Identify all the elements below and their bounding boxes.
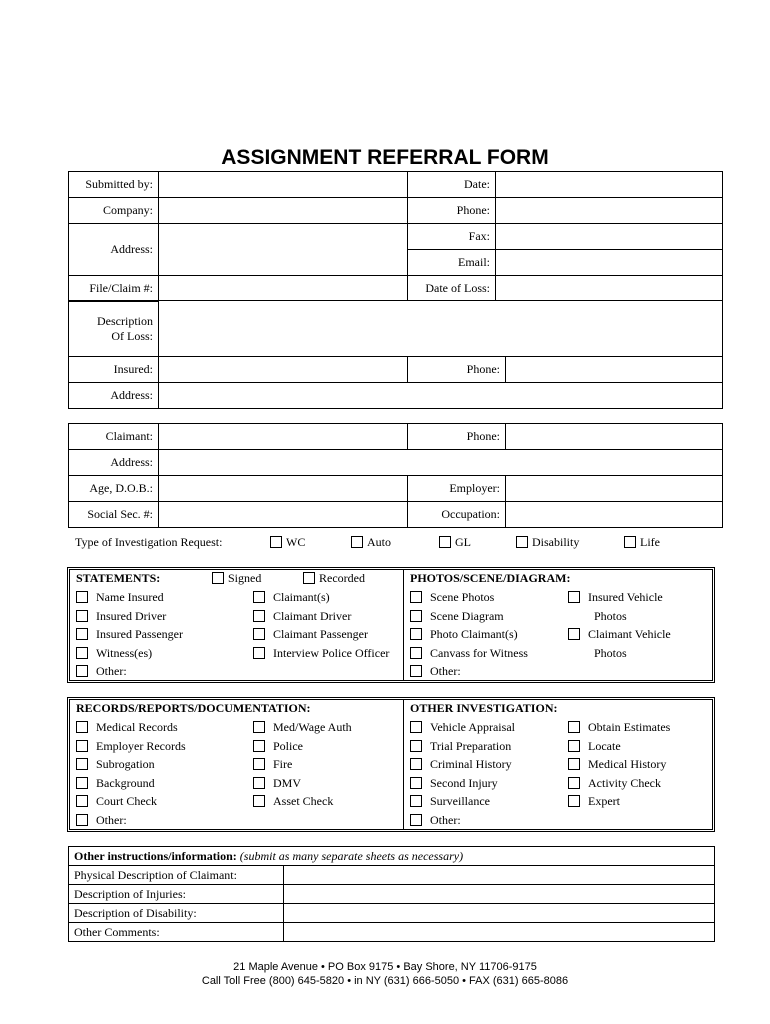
option-disability[interactable] [516, 535, 579, 550]
record-item-label: Asset Check [273, 794, 334, 809]
investigation-item-checkbox[interactable] [410, 758, 422, 770]
photo-item-option[interactable] [410, 609, 504, 623]
age-dob-label: Age, D.O.B.: [69, 476, 159, 502]
phone-label: Phone: [408, 198, 496, 224]
record-item-label: Employer Records [96, 738, 186, 753]
signed-checkbox[interactable] [212, 572, 224, 584]
investigation-item-label: Criminal History [430, 757, 512, 772]
record-item-checkbox[interactable] [76, 758, 88, 770]
statement-item-checkbox[interactable] [253, 628, 265, 640]
statement-item-label: Name Insured [96, 590, 164, 604]
statement-item-label: Other: [96, 664, 127, 679]
investigation-item-label: Obtain Estimates [588, 720, 671, 734]
investigation-type-label: Type of Investigation Request: [75, 535, 223, 549]
claimant-label: Claimant: [69, 424, 159, 450]
statement-item-label: Insured Passenger [96, 627, 183, 642]
claimant-vehicle-label: Claimant Vehicle [588, 627, 671, 641]
claimant-phone-field[interactable] [506, 424, 723, 450]
statement-item-label: Claimant(s) [273, 590, 330, 604]
record-item-checkbox[interactable] [253, 740, 265, 752]
record-item-label: Med/Wage Auth [273, 720, 352, 734]
date-of-loss-field[interactable] [496, 276, 723, 302]
life-label: Life [640, 535, 660, 549]
other-comments-label: Other Comments: [69, 923, 284, 942]
record-item-checkbox[interactable] [253, 721, 265, 733]
signed-label: Signed [228, 571, 262, 585]
photo-item-label: Other: [430, 664, 461, 679]
statement-item-option[interactable] [76, 609, 166, 623]
investigation-item-checkbox[interactable] [410, 721, 422, 733]
disability-label: Disability [532, 535, 580, 549]
investigation-item-checkbox[interactable] [568, 740, 580, 752]
statements-panel [70, 570, 403, 680]
record-item-label: Medical Records [96, 720, 178, 734]
record-item-checkbox[interactable] [76, 721, 88, 733]
record-item-checkbox[interactable] [76, 777, 88, 789]
physical-description-label: Physical Description of Claimant: [69, 866, 284, 885]
record-item-option[interactable] [253, 720, 352, 734]
statement-item-option[interactable] [76, 646, 152, 660]
record-item-option[interactable] [76, 757, 155, 771]
wc-label: WC [286, 535, 306, 549]
investigation-item-checkbox[interactable] [410, 814, 422, 826]
form-title: ASSIGNMENT REFERRAL FORM [221, 146, 549, 169]
photos-heading: PHOTOS/SCENE/DIAGRAM: [410, 571, 571, 585]
record-item-checkbox[interactable] [76, 814, 88, 826]
record-item-checkbox[interactable] [253, 758, 265, 770]
claimant-vehicle-checkbox[interactable] [568, 628, 580, 640]
employer-label: Employer: [408, 476, 506, 502]
photo-item-checkbox[interactable] [410, 628, 422, 640]
claimant-phone-label: Phone: [408, 424, 506, 450]
injuries-field[interactable] [284, 885, 715, 904]
disability-checkbox[interactable] [516, 536, 528, 548]
loss-table [68, 300, 723, 409]
insured-vehicle-checkbox[interactable] [568, 591, 580, 603]
auto-label: Auto [367, 535, 391, 549]
record-item-label: Fire [273, 757, 293, 772]
insured-field[interactable] [159, 357, 408, 383]
record-item-option[interactable] [253, 794, 333, 808]
statement-item-option[interactable] [76, 590, 164, 604]
statement-item-checkbox[interactable] [76, 647, 88, 659]
injuries-label: Description of Injuries: [69, 885, 284, 904]
instructions-note: (submit as many separate sheets as necessary) [239, 848, 464, 863]
statement-item-label: Claimant Passenger [273, 627, 368, 642]
investigation-item-label: Activity Check [588, 775, 661, 790]
physical-description-field[interactable] [284, 866, 715, 885]
photo-item-label: Canvass for Witness [430, 645, 528, 660]
records-panel [70, 700, 403, 829]
investigation-item-option[interactable] [410, 776, 498, 790]
statement-item-option[interactable] [76, 627, 183, 641]
investigation-item-label: Locate [588, 738, 621, 753]
insured-address-label: Address: [69, 383, 159, 409]
claimant-address-label: Address: [69, 450, 159, 476]
statements-heading: STATEMENTS: [76, 571, 161, 585]
investigation-item-option[interactable] [568, 720, 670, 734]
statement-item-checkbox[interactable] [76, 665, 88, 677]
gl-label: GL [455, 535, 471, 549]
investigation-item-checkbox[interactable] [568, 758, 580, 770]
social-sec-label: Social Sec. #: [69, 502, 159, 528]
photo-item-option[interactable] [410, 590, 494, 604]
claimant-address-field[interactable] [159, 450, 723, 476]
record-item-label: DMV [273, 775, 302, 790]
investigation-item-checkbox[interactable] [410, 740, 422, 752]
company-label: Company: [69, 198, 159, 224]
claimant-vehicle-label-line2: Photos [594, 646, 627, 660]
disability-description-label: Description of Disability: [69, 904, 284, 923]
statement-item-checkbox[interactable] [76, 591, 88, 603]
description-of-loss-field[interactable] [159, 301, 723, 357]
insured-phone-field[interactable] [506, 357, 723, 383]
company-field[interactable] [159, 198, 408, 224]
investigation-item-label: Vehicle Appraisal [430, 720, 515, 734]
statement-item-checkbox[interactable] [253, 647, 265, 659]
records-investigation-box [67, 697, 715, 832]
submitted-by-label: Submitted by: [69, 172, 159, 198]
fax-field[interactable] [496, 224, 723, 250]
investigation-item-checkbox[interactable] [410, 795, 422, 807]
option-life[interactable] [624, 535, 660, 550]
photo-item-checkbox[interactable] [410, 610, 422, 622]
statement-item-checkbox[interactable] [76, 610, 88, 622]
statement-item-option[interactable] [76, 664, 127, 678]
statements-photos-box [67, 567, 715, 683]
record-item-option[interactable] [76, 776, 155, 790]
investigation-item-label: Second Injury [430, 775, 498, 790]
investigation-item-option[interactable] [410, 757, 512, 771]
investigation-item-option[interactable] [410, 794, 490, 808]
investigation-item-option[interactable] [410, 813, 461, 827]
insured-vehicle-label-line2: Photos [594, 609, 627, 623]
record-item-option[interactable] [253, 739, 303, 753]
instructions-heading: Other instructions/information: [74, 848, 237, 863]
record-item-option[interactable] [253, 757, 292, 771]
record-item-label: Background [96, 775, 155, 790]
statement-item-label: Witness(es) [96, 645, 153, 660]
insured-phone-label: Phone: [408, 357, 506, 383]
claimant-table [68, 423, 723, 528]
life-checkbox[interactable] [624, 536, 636, 548]
date-of-loss-label: Date of Loss: [408, 276, 496, 302]
auto-checkbox[interactable] [351, 536, 363, 548]
description-label-line1: Description [97, 313, 153, 328]
other-investigation-panel [403, 700, 712, 829]
statement-item-checkbox[interactable] [76, 628, 88, 640]
footer-phone: Call Toll Free (800) 645-5820 • in NY (631) 666-5050 • FAX (631) 665-8086 [201, 975, 569, 987]
recorded-option[interactable] [303, 571, 365, 585]
record-item-checkbox[interactable] [253, 795, 265, 807]
phone-field[interactable] [496, 198, 723, 224]
records-heading: RECORDS/REPORTS/DOCUMENTATION: [76, 701, 311, 715]
record-item-option[interactable] [76, 720, 178, 734]
investigation-item-option[interactable] [410, 720, 515, 734]
statement-item-option[interactable] [253, 627, 368, 641]
photos-panel [403, 570, 712, 680]
photo-item-label: Scene Photos [430, 590, 495, 604]
option-wc[interactable] [270, 535, 305, 550]
other-comments-field[interactable] [284, 923, 715, 942]
photo-item-checkbox[interactable] [410, 665, 422, 677]
submitter-table [68, 171, 723, 302]
option-auto[interactable] [351, 535, 391, 550]
age-dob-field[interactable] [159, 476, 408, 502]
address-label: Address: [69, 224, 159, 276]
statement-item-option[interactable] [253, 590, 330, 604]
record-item-option[interactable] [76, 739, 186, 753]
instructions-header [69, 847, 715, 866]
occupation-label: Occupation: [408, 502, 506, 528]
insured-vehicle-label: Insured Vehicle [588, 590, 663, 604]
record-item-label: Police [273, 738, 303, 753]
investigation-item-checkbox[interactable] [410, 777, 422, 789]
insured-vehicle-photos-option[interactable] [568, 590, 663, 604]
wc-checkbox[interactable] [270, 536, 282, 548]
investigation-item-option[interactable] [568, 757, 666, 771]
record-item-checkbox[interactable] [76, 740, 88, 752]
photo-item-option[interactable] [410, 646, 528, 660]
insured-address-field[interactable] [159, 383, 723, 409]
statement-item-label: Insured Driver [96, 608, 167, 623]
submitted-by-field[interactable] [159, 172, 408, 198]
investigation-item-option[interactable] [568, 739, 621, 753]
file-claim-label: File/Claim #: [69, 276, 159, 302]
record-item-option[interactable] [76, 794, 157, 808]
photo-item-label: Scene Diagram [430, 608, 504, 623]
insured-label: Insured: [69, 357, 159, 383]
record-item-label: Other: [96, 813, 127, 827]
statement-item-label: Claimant Driver [273, 608, 352, 623]
description-of-loss-label [69, 301, 159, 357]
investigation-item-checkbox[interactable] [568, 795, 580, 807]
photo-item-option[interactable] [410, 627, 518, 641]
signed-option[interactable] [212, 571, 261, 585]
address-field[interactable] [159, 224, 408, 276]
photo-item-option[interactable] [410, 664, 461, 678]
photo-item-label: Photo Claimant(s) [430, 627, 518, 642]
occupation-field[interactable] [506, 502, 723, 528]
record-item-option[interactable] [76, 813, 127, 827]
investigation-type-row [75, 535, 715, 549]
record-item-label: Court Check [96, 794, 157, 809]
photo-item-checkbox[interactable] [410, 591, 422, 603]
date-label: Date: [408, 172, 496, 198]
recorded-checkbox[interactable] [303, 572, 315, 584]
email-field[interactable] [496, 250, 723, 276]
other-investigation-heading: OTHER INVESTIGATION: [410, 701, 558, 715]
investigation-item-option[interactable] [568, 794, 620, 808]
investigation-item-label: Surveillance [430, 794, 490, 809]
investigation-item-option[interactable] [410, 739, 511, 753]
recorded-label: Recorded [319, 571, 365, 585]
investigation-item-label: Other: [430, 813, 461, 827]
option-gl[interactable] [439, 535, 471, 550]
fax-label: Fax: [408, 224, 496, 250]
investigation-item-label: Medical History [588, 757, 667, 772]
investigation-item-label: Trial Preparation [430, 738, 512, 753]
record-item-option[interactable] [253, 776, 301, 790]
investigation-item-checkbox[interactable] [568, 721, 580, 733]
claimant-field[interactable] [159, 424, 408, 450]
description-label-line2: Of Loss: [111, 328, 153, 343]
disability-description-field[interactable] [284, 904, 715, 923]
email-label: Email: [408, 250, 496, 276]
date-field[interactable] [496, 172, 723, 198]
instructions-table [68, 846, 715, 942]
statement-item-checkbox[interactable] [253, 610, 265, 622]
footer-address: 21 Maple Avenue • PO Box 9175 • Bay Shore, NY 11706-9175 [233, 961, 537, 973]
statement-item-option[interactable] [253, 609, 351, 623]
record-item-checkbox[interactable] [253, 777, 265, 789]
investigation-item-checkbox[interactable] [568, 777, 580, 789]
record-item-label: Subrogation [96, 757, 155, 772]
social-sec-field[interactable] [159, 502, 408, 528]
record-item-checkbox[interactable] [76, 795, 88, 807]
statement-item-label: Interview Police Officer [273, 645, 390, 660]
photo-item-checkbox[interactable] [410, 647, 422, 659]
investigation-item-label: Expert [588, 794, 620, 809]
statement-item-checkbox[interactable] [253, 591, 265, 603]
claimant-vehicle-photos-option[interactable] [568, 627, 671, 641]
file-claim-field[interactable] [159, 276, 408, 302]
investigation-item-option[interactable] [568, 776, 661, 790]
gl-checkbox[interactable] [439, 536, 451, 548]
statement-item-option[interactable] [253, 646, 389, 660]
employer-field[interactable] [506, 476, 723, 502]
